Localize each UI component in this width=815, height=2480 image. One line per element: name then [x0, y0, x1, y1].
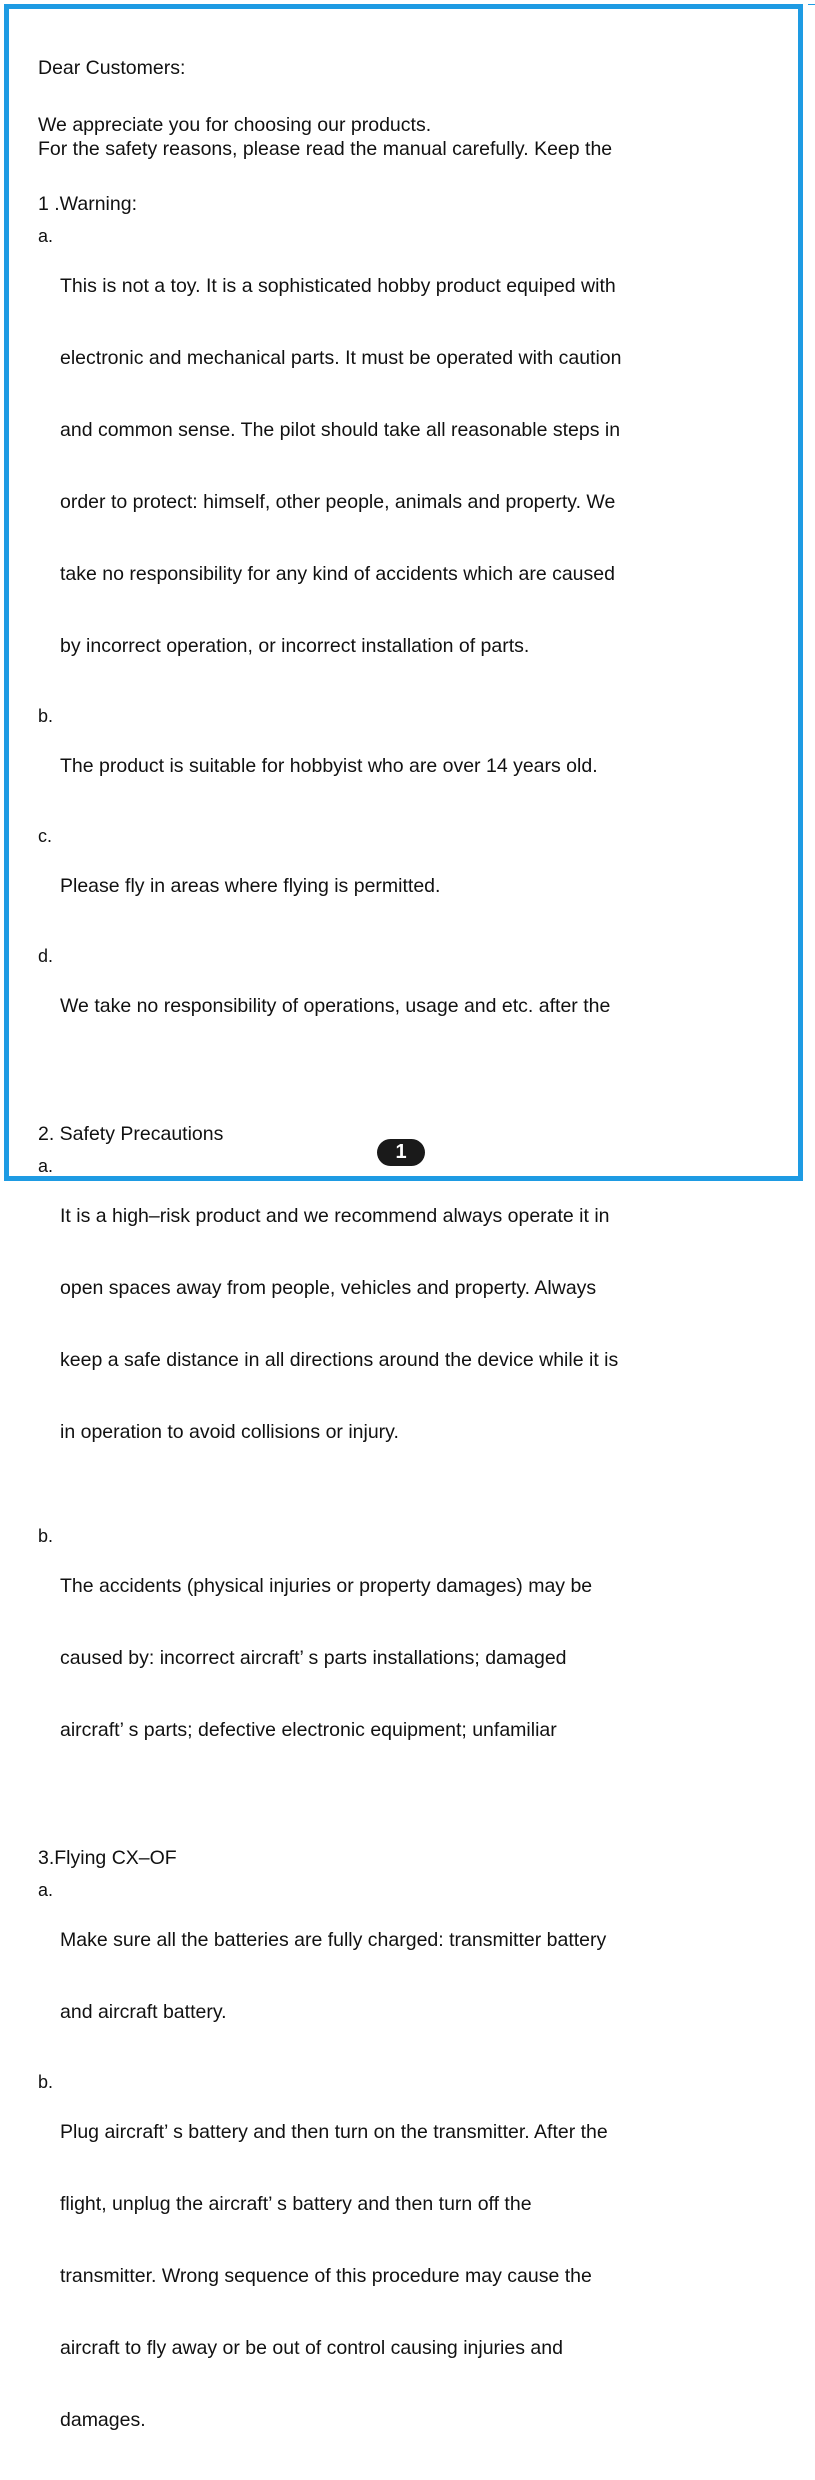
item-line: Plug aircraft’ s battery and then turn on the transmitter. After the [60, 2121, 608, 2143]
list-item [38, 2072, 768, 2480]
item-letter: a. [38, 1880, 54, 1900]
list-item [38, 706, 768, 826]
item-text [60, 946, 610, 1066]
section-heading: 2. Safety Precautions [38, 1123, 224, 1145]
intro-line: We appreciate you for choosing our products. [38, 114, 432, 136]
item-line: by incorrect operation, or incorrect installation of parts. [60, 635, 530, 657]
item-line: We take no responsibility of operations, usage and etc. after the [60, 995, 611, 1017]
item-line: The product is suitable for hobbyist who are over 14 years old. [60, 755, 598, 777]
section-heading: 3.Flying CX–OF [38, 1847, 177, 1869]
section-safety-precautions [38, 1122, 768, 1790]
item-line: order to protect: himself, other people, animals and property. We [60, 491, 616, 513]
item-line: caused by: incorrect aircraft’ s parts installations; damaged [60, 1647, 567, 1669]
item-line: open spaces away from people, vehicles and property. Always [60, 1277, 597, 1299]
list-item [38, 1880, 768, 2072]
item-line: transmitter. Wrong sequence of this procedure may cause the [60, 2265, 592, 2287]
item-letter: a. [38, 226, 54, 246]
item-line: and common sense. The pilot should take all reasonable steps in [60, 419, 621, 441]
section-heading: 1 .Warning: [38, 193, 137, 215]
item-line: keep a safe distance in all directions around the device while it is [60, 1349, 619, 1371]
item-letter: a. [38, 1156, 54, 1176]
list-item [38, 946, 768, 1066]
greeting: Dear Customers: [38, 57, 186, 79]
item-text [60, 226, 621, 706]
item-text [60, 1526, 592, 1790]
list-item [38, 826, 768, 946]
item-text [60, 2072, 608, 2480]
item-text [60, 1880, 606, 2072]
item-line: electronic and mechanical parts. It must be operated with caution [60, 347, 622, 369]
section-flying [38, 1846, 768, 2480]
item-text [60, 706, 598, 826]
item-letter: c. [38, 826, 53, 846]
list-item [38, 1156, 768, 1492]
item-letter: d. [38, 946, 54, 966]
item-line: take no responsibility for any kind of accidents which are caused [60, 563, 615, 585]
item-letter: b. [38, 1526, 54, 1546]
item-letter: b. [38, 2072, 54, 2092]
item-line: aircraft’ s parts; defective electronic equipment; unfamiliar [60, 1719, 557, 1741]
list-item [38, 226, 768, 706]
item-line: This is not a toy. It is a sophisticated hobby product equiped with [60, 275, 616, 297]
page-number-badge: 1 [377, 1139, 425, 1166]
item-letter: b. [38, 706, 54, 726]
item-line: The accidents (physical injuries or property damages) may be [60, 1575, 593, 1597]
list-item [38, 1526, 768, 1790]
item-line: in operation to avoid collisions or injury. [60, 1421, 399, 1443]
item-line: damages. [60, 2409, 146, 2431]
item-text [60, 826, 440, 946]
item-line: It is a high–risk product and we recommend always operate it in [60, 1205, 610, 1227]
item-text [60, 1156, 618, 1492]
item-line: flight, unplug the aircraft’ s battery and then turn off the [60, 2193, 532, 2215]
intro-line: For the safety reasons, please read the manual carefully. Keep the [38, 138, 613, 160]
item-line: aircraft to fly away or be out of control causing injuries and [60, 2337, 563, 2359]
item-line: and aircraft battery. [60, 2001, 227, 2023]
item-line: Make sure all the batteries are fully charged: transmitter battery [60, 1929, 607, 1951]
section-warning [38, 192, 768, 1066]
intro-paragraph [38, 113, 768, 161]
item-line: Please fly in areas where flying is permitted. [60, 875, 441, 897]
manual-content [38, 56, 768, 2480]
frame-corner-line [808, 4, 815, 5]
